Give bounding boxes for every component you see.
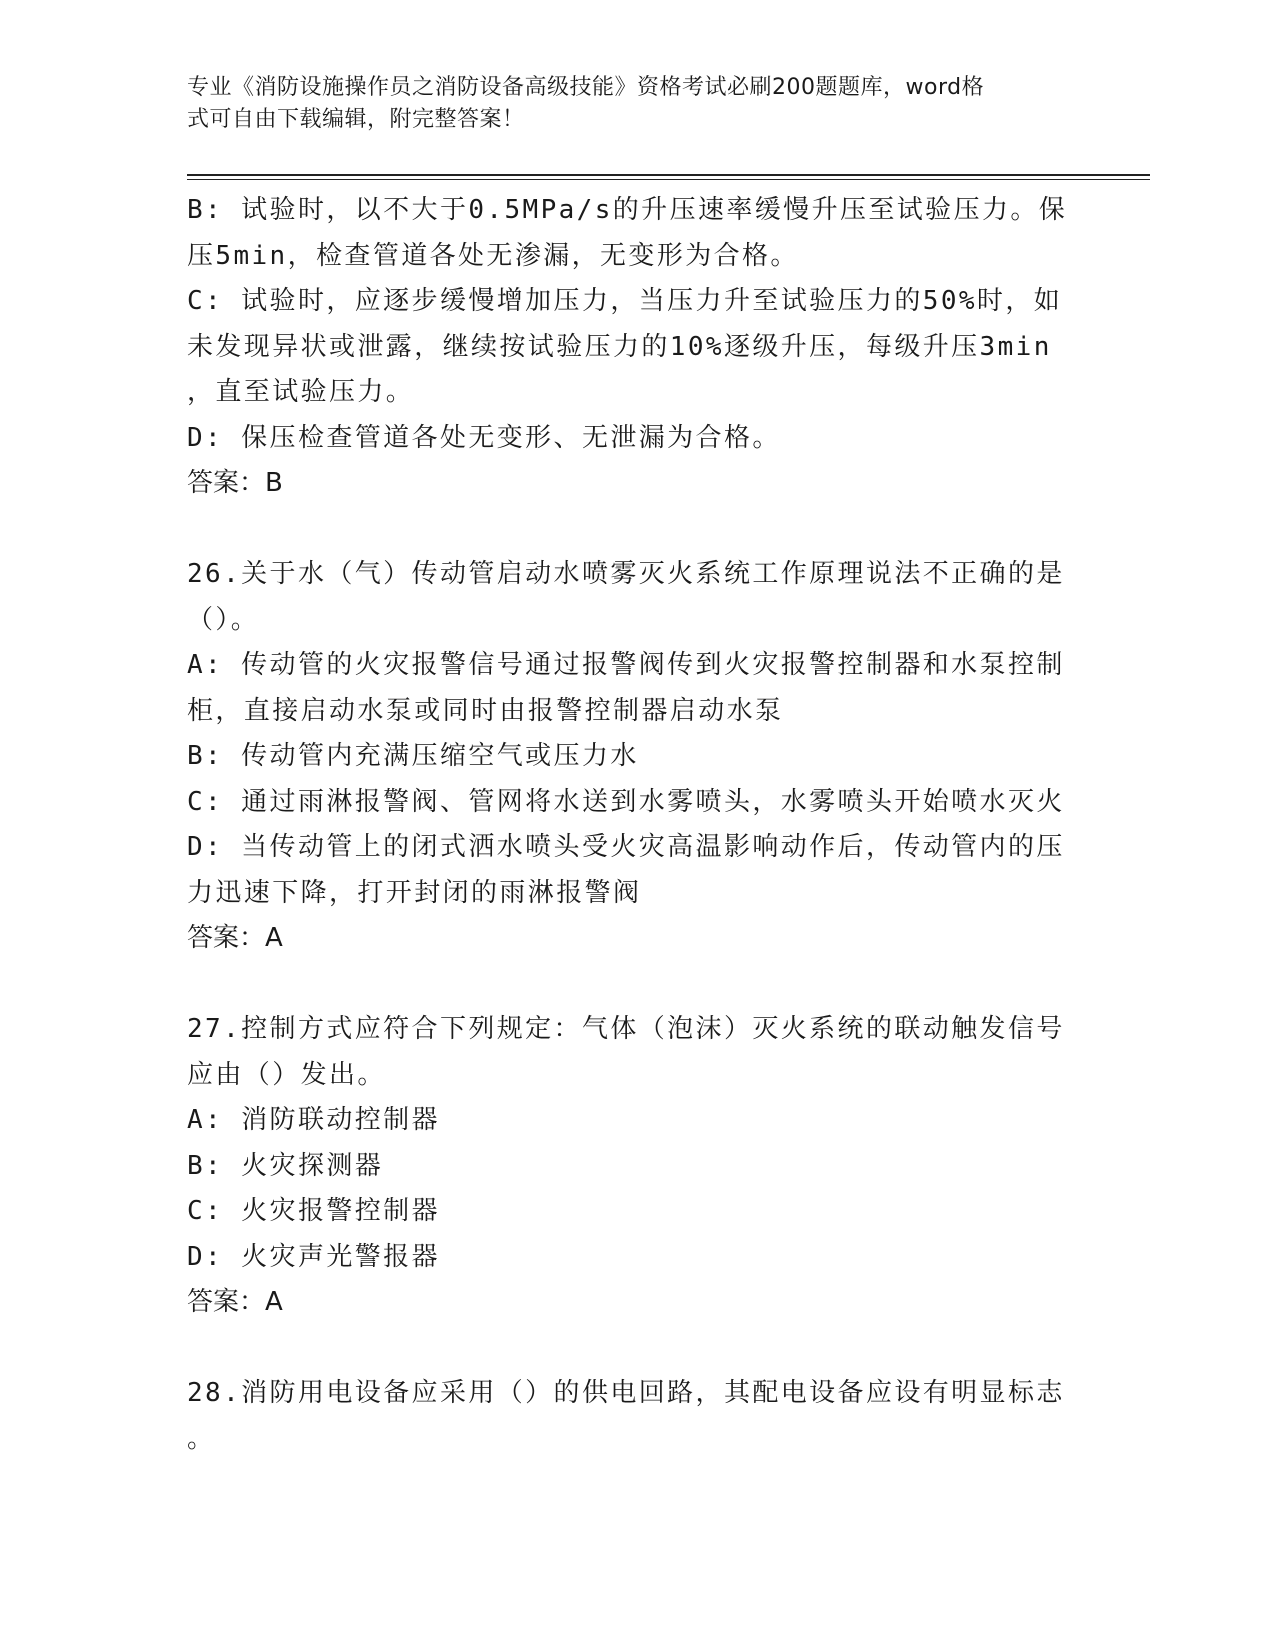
option-b-line: 压5min，检查管道各处无渗漏，无变形为合格。 <box>187 240 799 271</box>
option-a-line: A: 传动管的火灾报警信号通过报警阀传到火灾报警控制器和水泵控制 <box>187 650 1065 680</box>
option-b-line: B: 火灾探测器 <box>187 1150 384 1181</box>
option-c-line: 未发现异状或泄露，继续按试验压力的10%逐级升压，每级升压3min <box>187 331 1052 362</box>
option-c-line: ，直至试验压力。 <box>187 377 415 407</box>
option-b-line: B: 传动管内充满压缩空气或压力水 <box>187 741 639 771</box>
question-stem: 28.消防用电设备应采用（）的供电回路，其配电设备应设有明显标志 <box>187 1378 1065 1408</box>
answer-label: 答案：B <box>187 468 283 498</box>
spacer <box>187 1326 1087 1372</box>
question-stem: 27.控制方式应符合下列规定：气体（泡沫）灭火系统的联动触发信号 <box>187 1014 1065 1044</box>
question-list <box>187 188 1087 1462</box>
option-d-line: D: 当传动管上的闭式洒水喷头受火灾高温影响动作后，传动管内的压 <box>187 832 1065 862</box>
option-d-line: D: 保压检查管道各处无变形、无泄漏为合格。 <box>187 422 781 453</box>
question-stem: （）。 <box>187 604 260 635</box>
option-c-line: C: 火灾报警控制器 <box>187 1196 440 1226</box>
option-b-line: B: 试验时，以不大于0.5MPa/s的升压速率缓慢升压至试验压力。保 <box>187 195 1068 225</box>
header-divider-thick <box>187 174 1150 176</box>
option-a-line: A: 消防联动控制器 <box>187 1105 440 1135</box>
option-d-line: 力迅速下降，打开封闭的雨淋报警阀 <box>187 877 642 908</box>
option-d-line: D: 火灾声光警报器 <box>187 1241 440 1272</box>
question-stem: 。 <box>187 1423 216 1454</box>
option-a-line: 柜，直接启动水泵或同时由报警控制器启动水泵 <box>187 695 784 726</box>
answer-label: 答案：A <box>187 923 283 953</box>
spacer <box>187 962 1087 1008</box>
question-25-tail <box>187 188 1087 507</box>
header-divider-thin <box>187 179 1150 180</box>
header-line-2: 式可自由下载编辑，附完整答案！ <box>187 107 525 132</box>
answer-label: 答案：A <box>187 1287 283 1317</box>
document-header <box>187 72 1067 136</box>
question-stem: 应由（）发出。 <box>187 1059 386 1090</box>
question-28 <box>187 1371 1087 1462</box>
header-line-1: 专业《消防设施操作员之消防设备高级技能》资格考试必刷200题题库，word格 <box>187 75 985 100</box>
option-c-line: C: 试验时，应逐步缓慢增加压力，当压力升至试验压力的50%时，如 <box>187 286 1063 316</box>
question-stem: 26.关于水（气）传动管启动水喷雾灭火系统工作原理说法不正确的是 <box>187 559 1065 589</box>
spacer <box>187 507 1087 553</box>
question-26 <box>187 552 1087 962</box>
option-c-line: C: 通过雨淋报警阀、管网将水送到水雾喷头，水雾喷头开始喷水灭火 <box>187 786 1065 817</box>
question-27 <box>187 1007 1087 1326</box>
